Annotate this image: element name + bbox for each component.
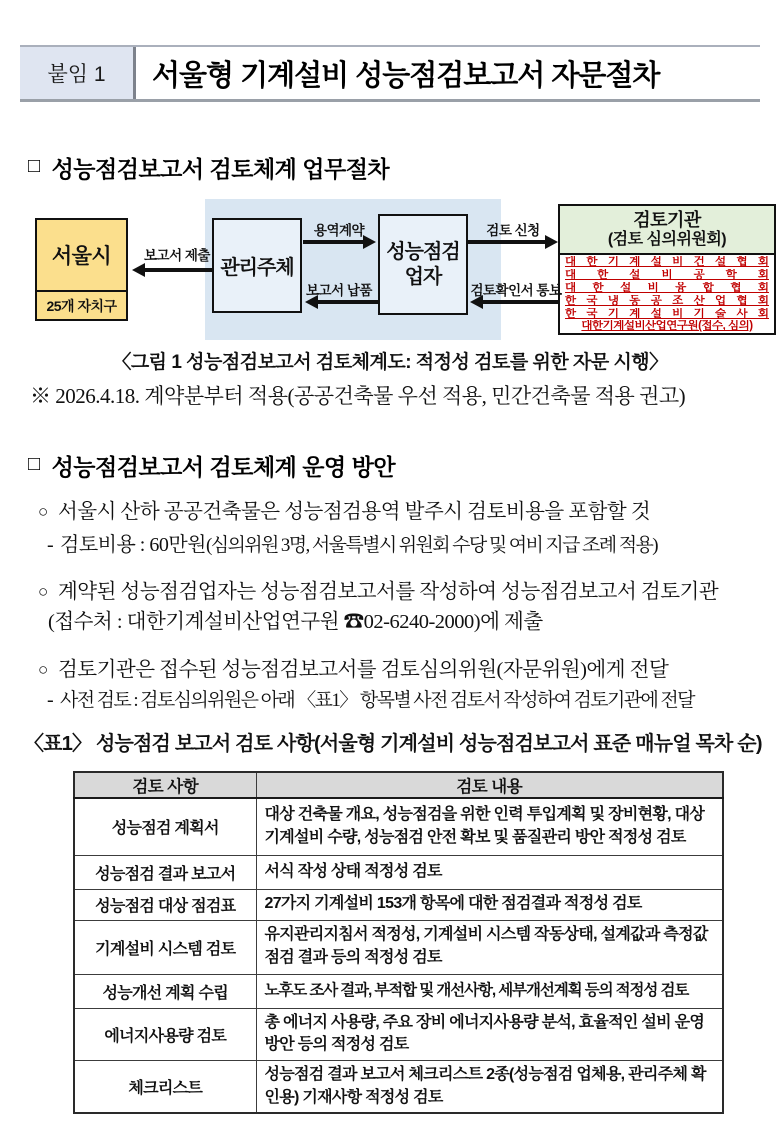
row-content: 27가지 기계설비 153개 항목에 대한 점검결과 적정성 검토 bbox=[256, 889, 723, 920]
table-row bbox=[74, 920, 723, 974]
seoul-city-label: 서울시 bbox=[51, 245, 112, 268]
bullet-report-submission-line2 bbox=[48, 604, 543, 634]
row-item-label: 기계설비 시스템 검토 bbox=[74, 920, 256, 974]
dash-bullet-icon: - bbox=[47, 689, 54, 711]
row-content: 노후도 조사 결과, 부적합 및 개선사항, 세부개선계획 등의 적정성 검토 bbox=[256, 974, 723, 1008]
review-agency-org-list bbox=[560, 255, 774, 333]
org-item: 대 한 설 비 융 합 협 회 bbox=[565, 281, 769, 294]
subitem-pre-review bbox=[47, 685, 694, 712]
arrow-label-contract: 용역계약 bbox=[313, 223, 365, 238]
row-item-label: 성능점검 대상 점검표 bbox=[74, 889, 256, 920]
row-content: 성능점검 결과 보고서 체크리스트 2종(성능점검 업체용, 관리주체 확인용) 기재사항 적정성 검토 bbox=[256, 1060, 723, 1113]
section-heading-text: 성능점검보고서 검토체계 운영 방안 bbox=[51, 454, 396, 480]
review-agency-subtitle: (검토 심의위원회) bbox=[607, 231, 727, 249]
row-item-label: 성능점검 결과 보고서 bbox=[74, 855, 256, 889]
arrow-review-request bbox=[468, 240, 546, 244]
bullet-forward-to-committee bbox=[38, 652, 668, 682]
figure-caption: 〈그림 1 성능점검보고서 검토체계도: 적정성 검토를 위한 자문 시행〉 bbox=[112, 352, 668, 373]
inspection-company-line2: 업자 bbox=[404, 265, 442, 288]
arrow-report-delivery bbox=[317, 300, 378, 304]
bullet-review-cost bbox=[38, 494, 650, 524]
table-header-row bbox=[74, 772, 723, 798]
table-row bbox=[74, 798, 723, 855]
bullet-text-continued: (접수처 : 대한기계설비산업연구원 ☎02-6240-2000)에 제출 bbox=[48, 611, 543, 633]
review-agency-title: 검토기관 bbox=[633, 210, 701, 231]
bullet-text: 서울시 산하 공공건축물은 성능점검용역 발주시 검토비용을 포함할 것 bbox=[58, 501, 651, 523]
row-content: 서식 작성 상태 적정성 검토 bbox=[256, 855, 723, 889]
subitem-text: 사전 검토 : 검토심의위원은 아래 〈표1〉 항목별 사전 검토서 작성하여 검토기관에 전달 bbox=[60, 690, 694, 711]
org-item: 대 한 기 계 설 비 건 설 협 회 bbox=[565, 256, 769, 268]
square-bullet-icon: □ bbox=[28, 155, 40, 177]
table-title: 〈표1〉 성능점검 보고서 검토 사항(서울형 기계설비 성능점검보고서 표준 매뉴얼 목차 순) bbox=[24, 733, 762, 755]
subitem-lead: 검토비용 : 60만원 bbox=[60, 534, 206, 556]
bullet-text: 계약된 성능점검업자는 성능점검보고서를 작성하여 성능점검보고서 검토기관 bbox=[58, 581, 719, 603]
table-row bbox=[74, 889, 723, 920]
subitem-paren: (심의위원 3명, 서울특별시 위원회 수당 및 여비 지급 조례 적용) bbox=[205, 535, 657, 556]
org-item: 대한기계설비산업연구원(접수, 심의) bbox=[581, 320, 753, 333]
bullet-report-submission bbox=[38, 574, 718, 604]
arrow-contract bbox=[303, 240, 364, 244]
circle-bullet-icon: ○ bbox=[38, 502, 48, 521]
seoul-city-box bbox=[35, 218, 128, 321]
section-heading-operation bbox=[28, 449, 395, 482]
page-title: 서울형 기계설비 성능점검보고서 자문절차 bbox=[152, 59, 660, 92]
table-row bbox=[74, 1008, 723, 1060]
table-row bbox=[74, 974, 723, 1008]
inspection-company-line1: 성능점검 bbox=[386, 240, 460, 263]
management-entity-box: 관리주체 bbox=[212, 218, 302, 313]
arrow-report-submit bbox=[144, 268, 212, 272]
dash-bullet-icon: - bbox=[47, 534, 54, 556]
arrow-label-review-notice: 검토확인서 통보 bbox=[470, 283, 562, 298]
subitem-review-cost-detail bbox=[47, 528, 657, 557]
row-item-label: 에너지사용량 검토 bbox=[74, 1008, 256, 1060]
org-item: 한 국 기 계 설 비 기 술 사 회 bbox=[565, 307, 769, 320]
arrow-label-report-delivery: 보고서 납품 bbox=[306, 283, 372, 298]
arrow-label-review-request: 검토 신청 bbox=[486, 223, 540, 238]
section-heading-text: 성능점검보고서 검토체계 업무절차 bbox=[51, 156, 390, 182]
arrow-review-notice bbox=[482, 300, 558, 304]
document-header bbox=[20, 45, 760, 102]
review-agency-box bbox=[558, 204, 776, 335]
districts-label: 25개 자치구 bbox=[37, 290, 126, 319]
row-item-label: 체크리스트 bbox=[74, 1060, 256, 1113]
circle-bullet-icon: ○ bbox=[38, 582, 48, 601]
column-header-content: 검토 내용 bbox=[256, 772, 723, 798]
review-items-table bbox=[73, 771, 724, 1114]
row-item-label: 성능개선 계획 수립 bbox=[74, 974, 256, 1008]
inspection-company-box bbox=[378, 214, 468, 315]
table-row bbox=[74, 1060, 723, 1113]
arrow-label-report-submit: 보고서 제출 bbox=[144, 248, 210, 263]
table-row bbox=[74, 855, 723, 889]
row-item-label: 성능점검 계획서 bbox=[74, 798, 256, 855]
org-item: 한 국 냉 동 공 조 산 업 협 회 bbox=[565, 294, 769, 307]
org-item: 대 한 설 비 공 학 회 bbox=[565, 268, 769, 281]
column-header-item: 검토 사항 bbox=[74, 772, 256, 798]
square-bullet-icon: □ bbox=[28, 453, 40, 475]
bullet-text: 검토기관은 접수된 성능점검보고서를 검토심의위원(자문위원)에게 전달 bbox=[58, 659, 669, 681]
row-content: 총 에너지 사용량, 주요 장비 에너지사용량 분석, 효율적인 설비 운영 방안 등의 적정성 검토 bbox=[256, 1008, 723, 1060]
flow-diagram bbox=[0, 195, 780, 347]
row-content: 유지관리지침서 적정성, 기계설비 시스템 작동상태, 설계값과 측정값 점검 결과 등의 적정성 검토 bbox=[256, 920, 723, 974]
circle-bullet-icon: ○ bbox=[38, 660, 48, 679]
application-date-note: ※ 2026.4.18. 계약분부터 적용(공공건축물 우선 적용, 민간건축물 적용 권고) bbox=[30, 384, 686, 408]
review-agency-header bbox=[560, 206, 774, 255]
attachment-badge: 붙임 1 bbox=[20, 47, 136, 99]
section-heading-procedure bbox=[28, 151, 389, 184]
row-content: 대상 건축물 개요, 성능점검을 위한 인력 투입계획 및 장비현황, 대상 기계설비 수량, 성능점검 안전 확보 및 품질관리 방안 적정성 검토 bbox=[256, 798, 723, 855]
